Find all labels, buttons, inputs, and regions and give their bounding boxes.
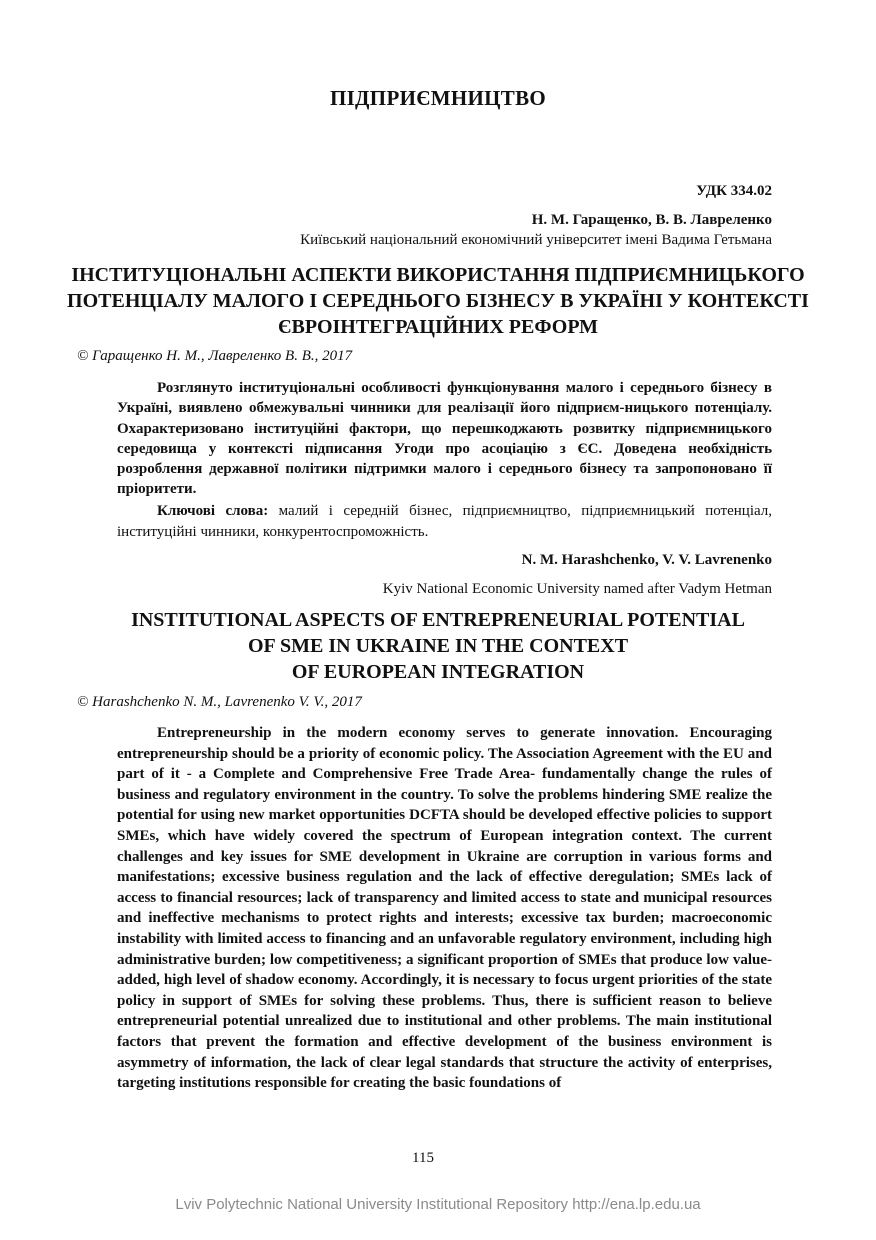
copyright-en: © Harashchenko N. M., Lavrenenko V. V., 2017	[77, 694, 362, 710]
keywords-label: Ключові слова:	[157, 503, 269, 519]
affiliation-en: Kyiv National Economic University named after Vadym Hetman	[382, 581, 772, 597]
abstract-en: Entrepreneurship in the modern economy serves to generate innovation. Encouraging entrepreneurship should be a priority of economic policy. The Association Agreement with the EU and part of it - a Complete and Comprehensive Free Trade Area- fundamentally change the rules of business and regulatory environment in the country. To solve the problems hindering SME realize the potential for using new market opportunities DCFTA should be developed effective policies to support SMEs, which have widely covered the spectrum of European integration context. The current challenges and key issues for SME development in Ukraine are corruption in various forms and manifestations; excessive business regulation and the lack of effective deregulation; SMEs lack of access to financial resources; lack of transparency and limited access to state and municipal resources and ineffective mechanisms to protect rights and interests; excessive tax burden; macroeconomic instability with limited access to financing and an unfavorable regulatory environment, including high administrative burden; low competitiveness; a significant proportion of SMEs that produce low value-added, high level of shadow economy. Accordingly, it is necessary to focus urgent priorities of the state policy in support of SMEs for solving these problems. Thus, there is sufficient reason to believe entrepreneurial potential unrealized due to institutional and other problems. The main institutional factors that prevent the formation and effective development of the business environment is asymmetry of information, the lack of clear legal standards that structure the activity of enterprises, targeting institutions responsible for creating the basic foundations of	[117, 725, 772, 1092]
page-number: 115	[412, 1150, 434, 1166]
keywords-text: малий і середній бізнес, підприємництво, підприємницький потенціал, інституційні чинники, конкурентоспроможність.	[117, 503, 773, 540]
repository-footer[interactable]: Lviv Polytechnic National University Institutional Repository http://ena.lp.edu.ua	[175, 1196, 701, 1213]
udk-code: УДК 334.02	[696, 183, 772, 199]
article-title-en	[60, 607, 816, 685]
title-en-line-1: INSTITUTIONAL ASPECTS OF ENTREPRENEURIAL POTENTIAL	[131, 609, 745, 631]
authors-uk: Н. М. Гаращенко, В. В. Лавреленко	[531, 212, 772, 228]
authors-en: N. M. Harashchenko, V. V. Lavrenenko	[521, 552, 772, 568]
article-title-uk: ІНСТИТУЦІОНАЛЬНІ АСПЕКТИ ВИКОРИСТАННЯ ПІДПРИЄМНИЦЬКОГО ПОТЕНЦІАЛУ МАЛОГО І СЕРЕДНЬОГО БІЗНЕСУ В УКРАЇНІ У КОНТЕКСТІ ЄВРОІНТЕГРАЦІЙНИХ РЕФОРМ	[67, 264, 809, 338]
copyright-uk: © Гаращенко Н. М., Лавреленко В. В., 2017	[77, 348, 353, 364]
section-title: ПІДПРИЄМНИЦТВО	[329, 86, 547, 110]
title-en-line-2: OF SME IN UKRAINE IN THE CONTEXT	[247, 635, 629, 657]
keywords-uk	[117, 501, 772, 543]
abstract-uk: Розглянуто інституціональні особливості функціонування малого і середнього бізнесу в Україні, виявлено обмежувальні чинники для реалізації його підприєм-ницького потенціалу. Охарактеризовано інституційні фактори, що перешкоджають розвитку підприємницького середовища у контексті підписання Угоди про асоціацію з ЄС. Доведена необхідність розроблення державної політики підтримки малого і середнього бізнесу та запропоновано її пріоритети.	[117, 380, 772, 498]
affiliation-uk: Київський національний економічний університет імені Вадима Гетьмана	[300, 232, 772, 248]
title-en-line-3: OF EUROPEAN INTEGRATION	[291, 661, 585, 683]
